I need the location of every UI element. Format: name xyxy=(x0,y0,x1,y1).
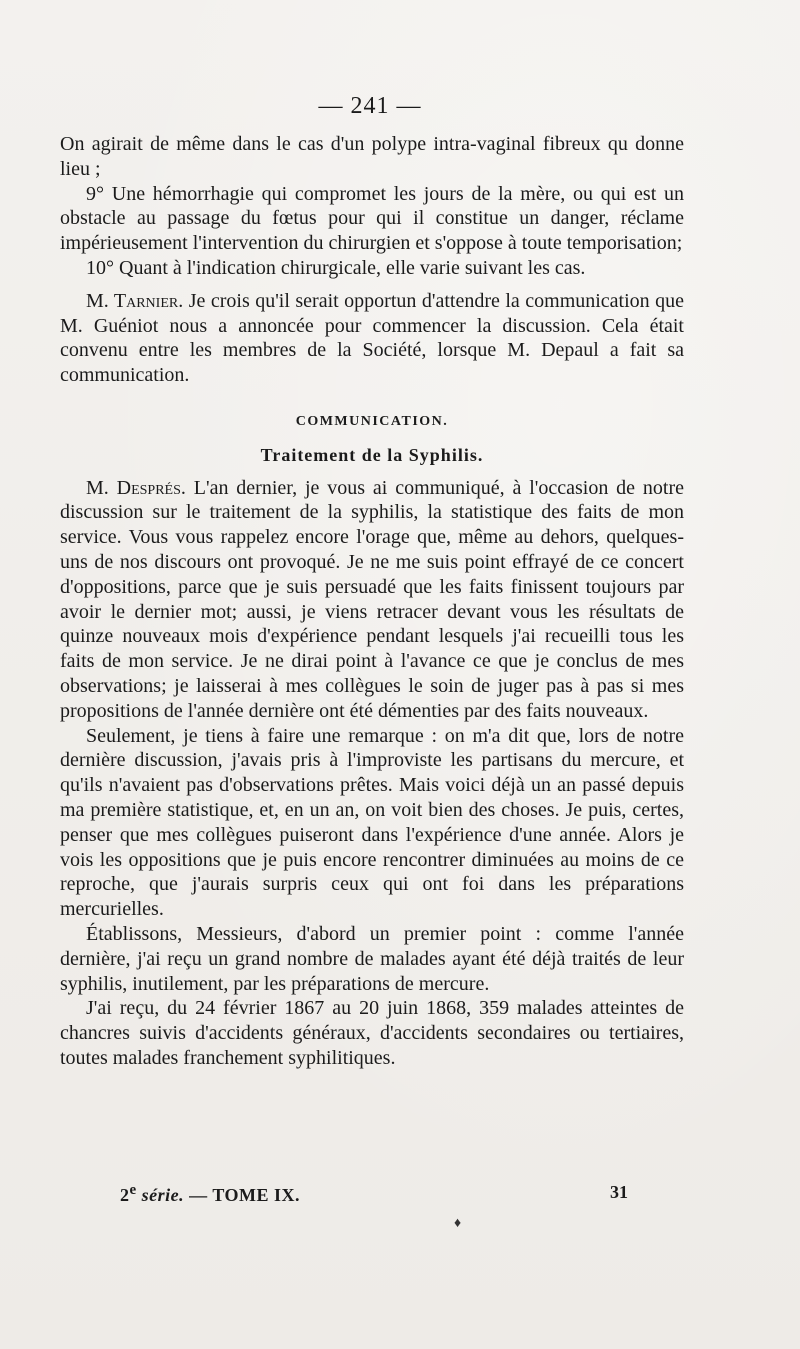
paragraph-5 xyxy=(60,476,684,724)
signature-mark: 31 xyxy=(610,1182,628,1202)
paragraph-3: 10° Quant à l'indication chirurgicale, elle varie suivant les cas. xyxy=(86,256,586,279)
speaker-despres: M. Després. xyxy=(86,476,186,499)
paragraph-5-text: L'an dernier, je vous ai communiqué, à l'occasion de notre discussion sur le traitement de la syphilis, la statistique des faits de mon service. Vous vous rappelez encore l'orage que, même au dehors, quelques-uns de nos discours ont provoqué. Je ne me suis point effrayé de ce concert d'oppositions, parce que je suis persuadé que les faits finissent toujours par avoir le dernier mot; aussi, je viens retracer devant vous les résultats de quinze nouveaux mois d'expérience pendant lesquels j'ai recueilli tous les faits de mon service. Je ne dirai point à l'avance ce que je conclus de mes observations; je laisserai à mes collègues le soin de juger pas à pas si mes propositions de l'année dernière ont été démenties par des faits nouveaux. xyxy=(60,476,685,722)
page-body xyxy=(60,132,684,1071)
bottom-mark: ♦ xyxy=(454,1216,462,1231)
section-label: COMMUNICATION. xyxy=(295,413,449,429)
paragraph-6: Seulement, je tiens à faire une remarque : on m'a dit que, lors de notre dernière discussion, j'avais pris à l'improviste les partisans du mercure, et qu'ils n'avaient pas d'observations prêtes. Mais voici déjà un an passé depuis ma première statistique, et, en un an, on voit bien des choses. Je puis, certes, penser que mes collègues puiseront dans l'expérience d'une année. Alors je vois les oppositions que je puis encore rencontrer diminuées au moins de ce reproche, que j'aurais surpris ceux qui ont foi dans les préparations mercurielles. xyxy=(60,724,684,921)
tome-label: — TOME IX. xyxy=(189,1185,301,1205)
paragraph-8: J'ai reçu, du 24 février 1867 au 20 juin 1868, 359 malades atteintes de chancres suivis d'accidents généraux, d'accidents secondaires ou tertiaires, toutes malades franchement syphilitiques. xyxy=(60,997,684,1069)
series-word: série. xyxy=(141,1185,185,1205)
paragraph-1: On agirait de même dans le cas d'un polype intra-vaginal fibreux qu donne lieu ; xyxy=(60,133,684,180)
page-number: — 241 — xyxy=(318,93,422,119)
speaker-tarnier: M. Tarnier. xyxy=(86,289,184,312)
series-label xyxy=(120,1182,300,1206)
paragraph-7: Établissons, Messieurs, d'abord un premier point : comme l'année dernière, j'ai reçu un grand nombre de malades ayant été déjà traités de leur syphilis, inutilement, par les préparations de mercure. xyxy=(60,922,684,995)
series-number: 2 xyxy=(120,1185,130,1205)
paragraph-2: 9° Une hémorrhagie qui compromet les jours de la mère, ou qui est un obstacle au passage du fœtus pour qui il constitue un danger, réclame impérieusement l'intervention du chirurgien et s'oppose à toute temporisation; xyxy=(60,182,684,255)
series-superscript: e xyxy=(129,1182,137,1198)
paragraph-4 xyxy=(60,289,684,388)
paragraph-4-text: Je crois qu'il serait opportun d'attendre la communication que M. Guéniot nous a annoncée pour commencer la discussion. Cela était convenu entre les membres de la Société, lorsque M. Depaul a fait sa communication. xyxy=(60,289,685,387)
section-title: Traitement de la Syphilis. xyxy=(260,444,484,465)
page-footer xyxy=(120,1182,628,1206)
